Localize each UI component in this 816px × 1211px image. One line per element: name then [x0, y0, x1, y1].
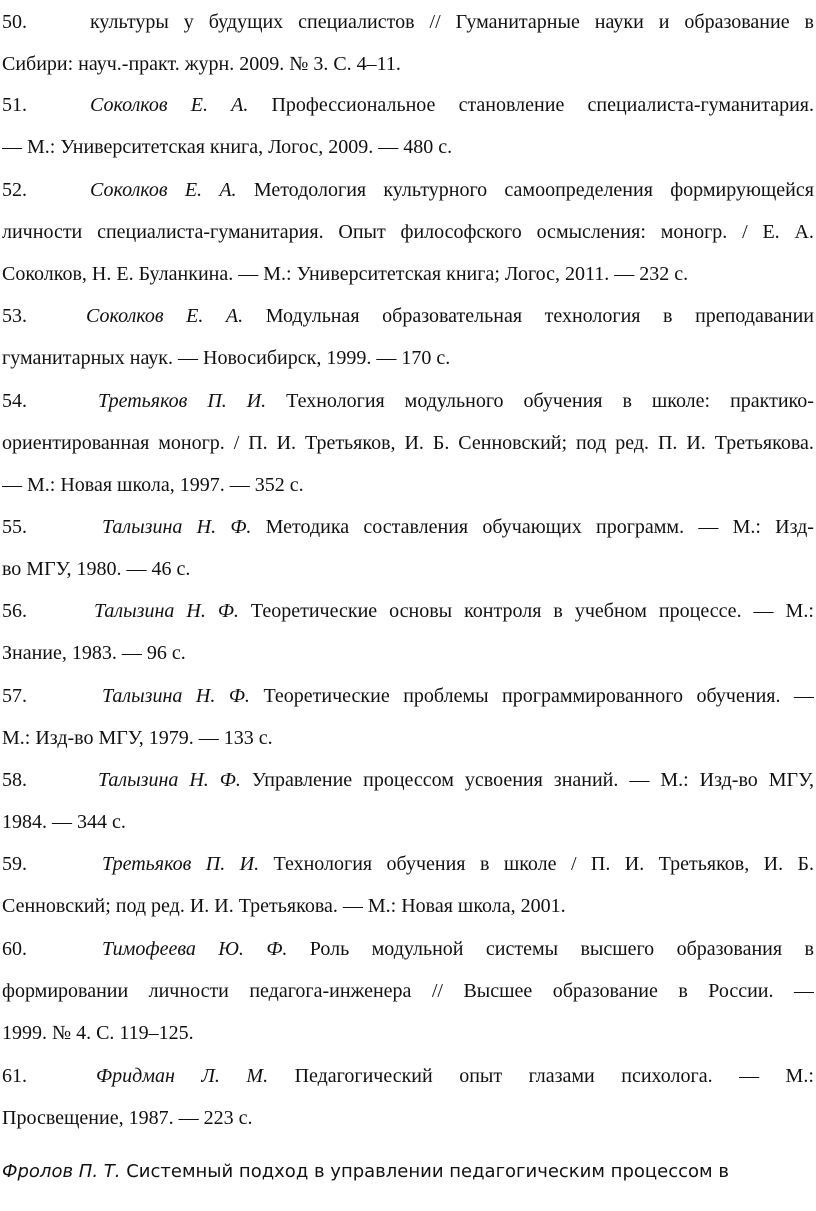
entry-text: во МГУ, 1980. — 46 с. [2, 558, 191, 580]
entry-word: в [622, 390, 632, 412]
entry-word: Технология [286, 390, 385, 412]
entry-word: М.: [660, 769, 689, 791]
entry-word: модульной [371, 938, 464, 960]
entry-word: И. [276, 432, 297, 454]
entry-text: — М.: Новая школа, 1997. — 352 с. [2, 474, 304, 496]
entry-word: образование [552, 980, 658, 1002]
entry-number: 60. [2, 938, 27, 960]
entry-author: Фролов П. Т. [2, 1161, 121, 1182]
entry-word: М.: [785, 1065, 814, 1087]
entry-number: 52. [2, 179, 27, 201]
entry-word: знаний. [553, 769, 619, 791]
entry-word: — [793, 980, 814, 1002]
entry-word: / [742, 221, 748, 243]
entry-author-word: Ф. [228, 685, 250, 707]
entry-word: специалиста-гуманитария. [587, 94, 814, 116]
entry-author-word: Соколков [86, 305, 164, 327]
entry-text: 1999. № 4. С. 119–125. [2, 1022, 194, 1044]
entry-author-word: Соколков [90, 94, 168, 116]
entry-number: 50. [2, 11, 27, 33]
bibliography-entry-52 [2, 169, 814, 295]
entry-word: М.: [785, 600, 814, 622]
entry-word: формировании [2, 980, 129, 1002]
entry-word: контроля [464, 600, 542, 622]
entry-word: Модульная [265, 305, 360, 327]
entry-text: культуры у будущих специалистов // Гуманитарные науки и образование в [90, 11, 814, 33]
entry-word: в [479, 853, 490, 875]
entry-word: учебном [574, 600, 647, 622]
entry-author-word: Соколков [90, 179, 168, 201]
entry-text [2, 211, 814, 253]
bibliography-entry-trailing [2, 1151, 814, 1193]
entry-word: высшего [580, 938, 655, 960]
entry-word: России. [708, 980, 774, 1002]
entry-author-word: Е. [184, 179, 203, 201]
entry-number: 59. [2, 853, 27, 875]
entry-text: Системный подход в управлении педагогическим процессом в [126, 1161, 729, 1182]
entry-text: — М.: Университетская книга, Логос, 2009. — 480 с. [2, 136, 453, 158]
entry-word: образования [676, 938, 783, 960]
entry-word: Педагогический [294, 1065, 433, 1087]
entry-first-line [102, 843, 814, 885]
entry-word: П. [248, 432, 268, 454]
entry-word: Теоретические [263, 685, 390, 707]
entry-first-line [90, 169, 814, 211]
bibliography-entry-51 [2, 84, 814, 168]
entry-word: Изд- [775, 516, 814, 538]
entry-author-word: Талызина [94, 600, 175, 622]
entry-first-line [102, 675, 814, 717]
entry-author-word: И. [239, 853, 260, 875]
entry-word: моногр. [158, 432, 225, 454]
entry-number: 55. [2, 516, 27, 538]
entry-author-word: П. [205, 853, 226, 875]
entry-word: — [629, 769, 650, 791]
entry-word: Третьякова. [714, 432, 814, 454]
entry-word: в [553, 600, 563, 622]
entry-word: под [575, 432, 607, 454]
entry-word: философского [400, 221, 522, 243]
entry-author-word: Е. [190, 94, 208, 116]
entry-word: М.: [732, 516, 761, 538]
entry-word: обучения [523, 390, 603, 412]
entry-word: самоопределения [504, 179, 653, 201]
entry-word: А. [794, 221, 814, 243]
bibliography-entry-61 [2, 1055, 814, 1139]
entry-word: технология [544, 305, 641, 327]
bibliography-entry-57 [2, 675, 814, 759]
entry-word: Е. [762, 221, 780, 243]
entry-first-line [98, 380, 814, 422]
entry-word: ориентированная [2, 432, 150, 454]
bibliography-entry-54 [2, 380, 814, 506]
entry-number: 61. [2, 1065, 27, 1087]
entry-word: И. [686, 432, 706, 454]
entry-author-word: Фридман [96, 1065, 175, 1087]
entry-author-word: Талызина [102, 516, 183, 538]
entry-word: — [793, 685, 814, 707]
entry-word: специалиста-гуманитария. [97, 221, 324, 243]
entry-word: усвоения [464, 769, 543, 791]
bibliography-entry-55 [2, 506, 814, 590]
entry-word: системы [485, 938, 559, 960]
entry-word: психолога. [621, 1065, 713, 1087]
entry-word: глазами [528, 1065, 595, 1087]
entry-word: в [678, 980, 688, 1002]
entry-author-word: Ф. [266, 938, 288, 960]
entry-word: / [233, 432, 240, 454]
bibliography-entry-60 [2, 928, 814, 1054]
entry-author-word: И. [246, 390, 267, 412]
entry-word: практико- [730, 390, 814, 412]
entry-word: в [663, 305, 673, 327]
entry-number: 54. [2, 390, 27, 412]
entry-word: составления [363, 516, 469, 538]
entry-word: Опыт [338, 221, 386, 243]
entry-author-word: Ф. [230, 516, 252, 538]
entry-word: основы [389, 600, 453, 622]
entry-word: П. [590, 853, 611, 875]
entry-author-word: Е. [186, 305, 204, 327]
entry-word: программ. [595, 516, 685, 538]
entry-author-word: Н. [186, 600, 206, 622]
entry-word: процессе. [658, 600, 742, 622]
entry-word: Методология [253, 179, 367, 201]
entry-word: Технология [273, 853, 373, 875]
entry-author-word: Н. [195, 685, 216, 707]
entry-word: Б. [432, 432, 450, 454]
entry-number: 53. [2, 305, 27, 327]
entry-author-word: Ф. [219, 769, 241, 791]
entry-word: обучения [386, 853, 466, 875]
entry-word: школе: [651, 390, 711, 412]
entry-author-word: А. [231, 94, 249, 116]
entry-word: Высшее [463, 980, 533, 1002]
bibliography-entry-50 [2, 1, 814, 85]
entry-word: И. [404, 432, 424, 454]
entry-word: в [804, 938, 814, 960]
entry-author-word: Талызина [98, 769, 179, 791]
entry-word: проблемы [403, 685, 489, 707]
entry-text: Сибири: науч.-практ. журн. 2009. № 3. С. 4–11. [2, 53, 401, 75]
entry-text: Сенновский; под ред. И. И. Третьякова. — М.: Новая школа, 2001. [2, 895, 566, 917]
entry-word: Б. [797, 853, 814, 875]
entry-author-word: Талызина [102, 685, 183, 707]
bibliography-entry-56 [2, 590, 814, 674]
entry-word: / [570, 853, 577, 875]
entry-author-word: Л. [201, 1065, 220, 1087]
entry-text [2, 422, 814, 464]
bibliography-entry-58 [2, 759, 814, 843]
entry-word: Третьяков, [304, 432, 396, 454]
entry-first-line [94, 590, 814, 632]
entry-number: 51. [2, 94, 27, 116]
entry-text: Просвещение, 1987. — 223 с. [2, 1107, 253, 1129]
entry-word: Профессиональное [271, 94, 436, 116]
entry-author-word: Н. [189, 769, 209, 791]
entry-author-word: Третьяков [102, 853, 192, 875]
entry-number: 57. [2, 685, 27, 707]
entry-word: опыт [459, 1065, 503, 1087]
entry-word: обучающих [482, 516, 582, 538]
entry-word: — [739, 1065, 760, 1087]
entry-text: 1984. — 344 с. [2, 811, 126, 833]
entry-word: МГУ, [768, 769, 814, 791]
entry-word: И. [624, 853, 645, 875]
entry-author-word: Ф. [217, 600, 239, 622]
entry-text: М.: Изд-во МГУ, 1979. — 133 с. [2, 727, 273, 749]
entry-word: — [698, 516, 719, 538]
entry-author-word: Тимофеева [102, 938, 196, 960]
entry-word: личности [2, 221, 83, 243]
entry-word: культурного [383, 179, 488, 201]
bibliography-entry-53 [2, 295, 814, 379]
entry-word: Управление [251, 769, 353, 791]
entry-word: школе [503, 853, 557, 875]
entry-text [2, 970, 814, 1012]
entry-word: П. [657, 432, 678, 454]
entry-word: Третьяков, [658, 853, 750, 875]
entry-text: Соколков, Н. Е. Буланкина. — М.: Университетская книга; Логос, 2011. — 232 с. [2, 263, 689, 285]
entry-word: модульного [404, 390, 504, 412]
entry-word: личности [148, 980, 229, 1002]
entry-word: формирующейся [670, 179, 814, 201]
entry-word: программированного [502, 685, 684, 707]
entry-word: Роль [309, 938, 350, 960]
entry-number: 58. [2, 769, 27, 791]
entry-author-word: Ю. [218, 938, 244, 960]
entry-word: // [431, 980, 443, 1002]
entry-author-word: Н. [196, 516, 217, 538]
entry-word: — [753, 600, 774, 622]
entry-first-line [96, 1055, 814, 1097]
entry-first-line [98, 759, 814, 801]
bibliography-entry-59 [2, 843, 814, 927]
entry-word: Методика [265, 516, 350, 538]
entry-text: Знание, 1983. — 96 с. [2, 642, 186, 664]
entry-first-line [102, 928, 814, 970]
entry-word: осмысления: [536, 221, 646, 243]
entry-author-word: А. [219, 179, 237, 201]
entry-first-line [102, 506, 814, 548]
entry-word: И. [763, 853, 784, 875]
entry-word: Теоретические [250, 600, 378, 622]
entry-word: процессом [363, 769, 454, 791]
entry-word: обучения. [696, 685, 781, 707]
entry-word: становление [458, 94, 565, 116]
entry-author-word: П. [207, 390, 227, 412]
entry-word: Сенновский; [458, 432, 568, 454]
entry-first-line [86, 295, 814, 337]
entry-word: преподавании [695, 305, 814, 327]
entry-first-line [90, 84, 814, 126]
entry-author-word: А. [225, 305, 244, 327]
entry-word: моногр. [660, 221, 728, 243]
entry-author-word: М. [246, 1065, 269, 1087]
entry-word: педагога-инженера [249, 980, 412, 1002]
entry-word: Изд-во [699, 769, 758, 791]
entry-word: ред. [615, 432, 650, 454]
entry-author-word: Третьяков [98, 390, 188, 412]
entry-number: 56. [2, 600, 27, 622]
entry-word: образовательная [382, 305, 523, 327]
entry-text: гуманитарных наук. — Новосибирск, 1999. — 170 с. [2, 347, 451, 369]
